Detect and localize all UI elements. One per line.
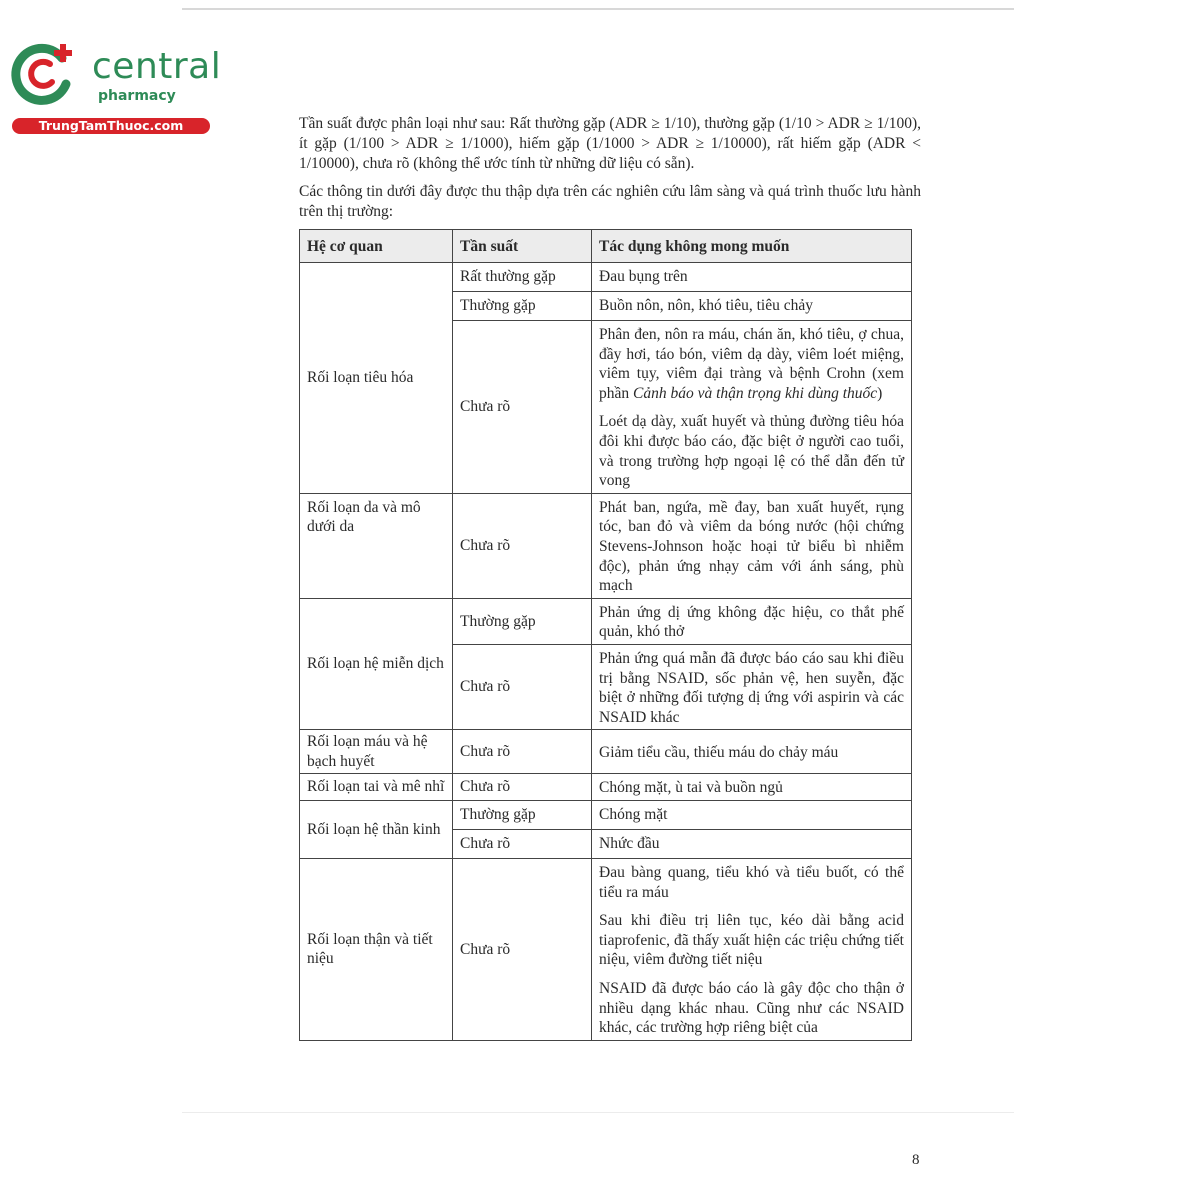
frequency-definition: Tần suất được phân loại như sau: Rất thường gặp (ADR ≥ 1/10), thường gặp (1/10 > ADR ≥ 1/100), ít gặp (1/100 > ADR ≥ 1/1000), hiếm gặp (1/1000 > ADR ≥ 1/10000), rất hiếm gặp (ADR < 1/10000), chưa rõ (không thể ước tính từ những dữ liệu có sẵn). bbox=[299, 115, 921, 172]
effect-paragraph: Loét dạ dày, xuất huyết và thủng đường tiêu hóa đôi khi được báo cáo, đặc biệt ở người cao tuổi, và trong trường hợp ngoại lệ có thể dẫn đến tử vong bbox=[599, 413, 904, 490]
table-row bbox=[300, 263, 912, 292]
effect-cell: Phản ứng quá mẫn đã được báo cáo sau khi điều trị bằng NSAID, sốc phản vệ, hen suyễn, đặc biệt ở những đối tượng dị ứng với aspirin và các NSAID khác bbox=[592, 644, 912, 729]
organ-cell: Rối loạn tiêu hóa bbox=[300, 263, 453, 494]
effect-paragraph: Sau khi điều trị liên tục, kéo dài bằng acid tiaprofenic, đã thấy xuất hiện các triệu chứng tiết niệu, viêm đường tiết niệu bbox=[599, 912, 904, 969]
frequency-cell: Chưa rõ bbox=[453, 730, 592, 774]
effect-paragraph bbox=[599, 325, 904, 403]
frequency-cell: Chưa rõ bbox=[453, 859, 592, 1041]
frequency-cell: Thường gặp bbox=[453, 292, 592, 321]
effect-cell: Buồn nôn, nôn, khó tiêu, tiêu chảy bbox=[592, 292, 912, 321]
header-frequency: Tần suất bbox=[453, 230, 592, 263]
organ-cell: Rối loạn da và mô dưới da bbox=[300, 493, 453, 598]
frequency-cell: Chưa rõ bbox=[453, 830, 592, 859]
header-organ: Hệ cơ quan bbox=[300, 230, 453, 263]
table-row bbox=[300, 598, 912, 644]
table-row bbox=[300, 859, 912, 1041]
organ-cell: Rối loạn thận và tiết niệu bbox=[300, 859, 453, 1041]
effect-cell: Đau bụng trên bbox=[592, 263, 912, 292]
organ-cell: Rối loạn hệ thần kinh bbox=[300, 801, 453, 859]
bottom-rule bbox=[182, 1112, 1014, 1113]
table-row bbox=[300, 730, 912, 774]
effect-reference: Cảnh báo và thận trọng khi dùng thuốc bbox=[633, 384, 878, 402]
page-number: 8 bbox=[912, 1152, 920, 1168]
frequency-cell: Thường gặp bbox=[453, 598, 592, 644]
table-row bbox=[300, 774, 912, 801]
frequency-cell: Thường gặp bbox=[453, 801, 592, 830]
effect-cell bbox=[592, 321, 912, 494]
data-source-note: Các thông tin dưới đây được thu thập dựa trên các nghiên cứu lâm sàng và quá trình thuốc lưu hành trên thị trường: bbox=[299, 183, 921, 220]
logo-website: TrungTamThuoc.com bbox=[12, 118, 210, 134]
table-row bbox=[300, 493, 912, 598]
effect-paragraph: NSAID đã được báo cáo là gây độc cho thận ở nhiều dạng khác nhau. Cũng như các NSAID khác, các trường hợp riêng biệt của bbox=[599, 980, 904, 1037]
effect-cell bbox=[592, 859, 912, 1041]
effect-text: Phân đen, nôn ra máu, chán ăn, khó tiêu, ợ chua, đầy hơi, táo bón, viêm dạ dày, viêm loét miệng, viêm tụy, viêm đại tràng và bệnh Crohn (xem phần bbox=[599, 326, 904, 402]
header-effect: Tác dụng không mong muốn bbox=[592, 230, 912, 263]
effect-text: ) bbox=[877, 384, 883, 402]
logo-subtitle: pharmacy bbox=[98, 88, 176, 104]
logo-wordmark: central bbox=[92, 46, 222, 87]
organ-cell: Rối loạn hệ miễn dịch bbox=[300, 598, 453, 730]
effect-cell: Giảm tiểu cầu, thiếu máu do chảy máu bbox=[592, 730, 912, 774]
frequency-cell: Rất thường gặp bbox=[453, 263, 592, 292]
adverse-reactions-table bbox=[299, 229, 912, 1041]
logo-c-cross-icon bbox=[10, 38, 80, 108]
frequency-cell: Chưa rõ bbox=[453, 644, 592, 729]
organ-cell: Rối loạn tai và mê nhĩ bbox=[300, 774, 453, 801]
pharmacy-logo bbox=[10, 38, 222, 138]
top-rule bbox=[182, 8, 1014, 10]
organ-cell: Rối loạn máu và hệ bạch huyết bbox=[300, 730, 453, 774]
effect-cell: Chóng mặt bbox=[592, 801, 912, 830]
effect-cell: Chóng mặt, ù tai và buồn ngủ bbox=[592, 774, 912, 801]
table-row bbox=[300, 801, 912, 830]
frequency-cell: Chưa rõ bbox=[453, 321, 592, 494]
frequency-cell: Chưa rõ bbox=[453, 493, 592, 598]
effect-cell: Phát ban, ngứa, mề đay, ban xuất huyết, rụng tóc, ban đỏ và viêm da bóng nước (hội chứng Stevens-Johnson hoặc hoại tử biểu bì nhiễm độc), phản ứng nhạy cảm với ánh sáng, phù mạch bbox=[592, 493, 912, 598]
intro-text bbox=[299, 114, 921, 230]
table-header-row bbox=[300, 230, 912, 263]
effect-cell: Phản ứng dị ứng không đặc hiệu, co thắt phế quản, khó thở bbox=[592, 598, 912, 644]
effect-cell: Nhức đầu bbox=[592, 830, 912, 859]
frequency-cell: Chưa rõ bbox=[453, 774, 592, 801]
effect-paragraph: Đau bàng quang, tiểu khó và tiểu buốt, có thể tiểu ra máu bbox=[599, 864, 904, 901]
